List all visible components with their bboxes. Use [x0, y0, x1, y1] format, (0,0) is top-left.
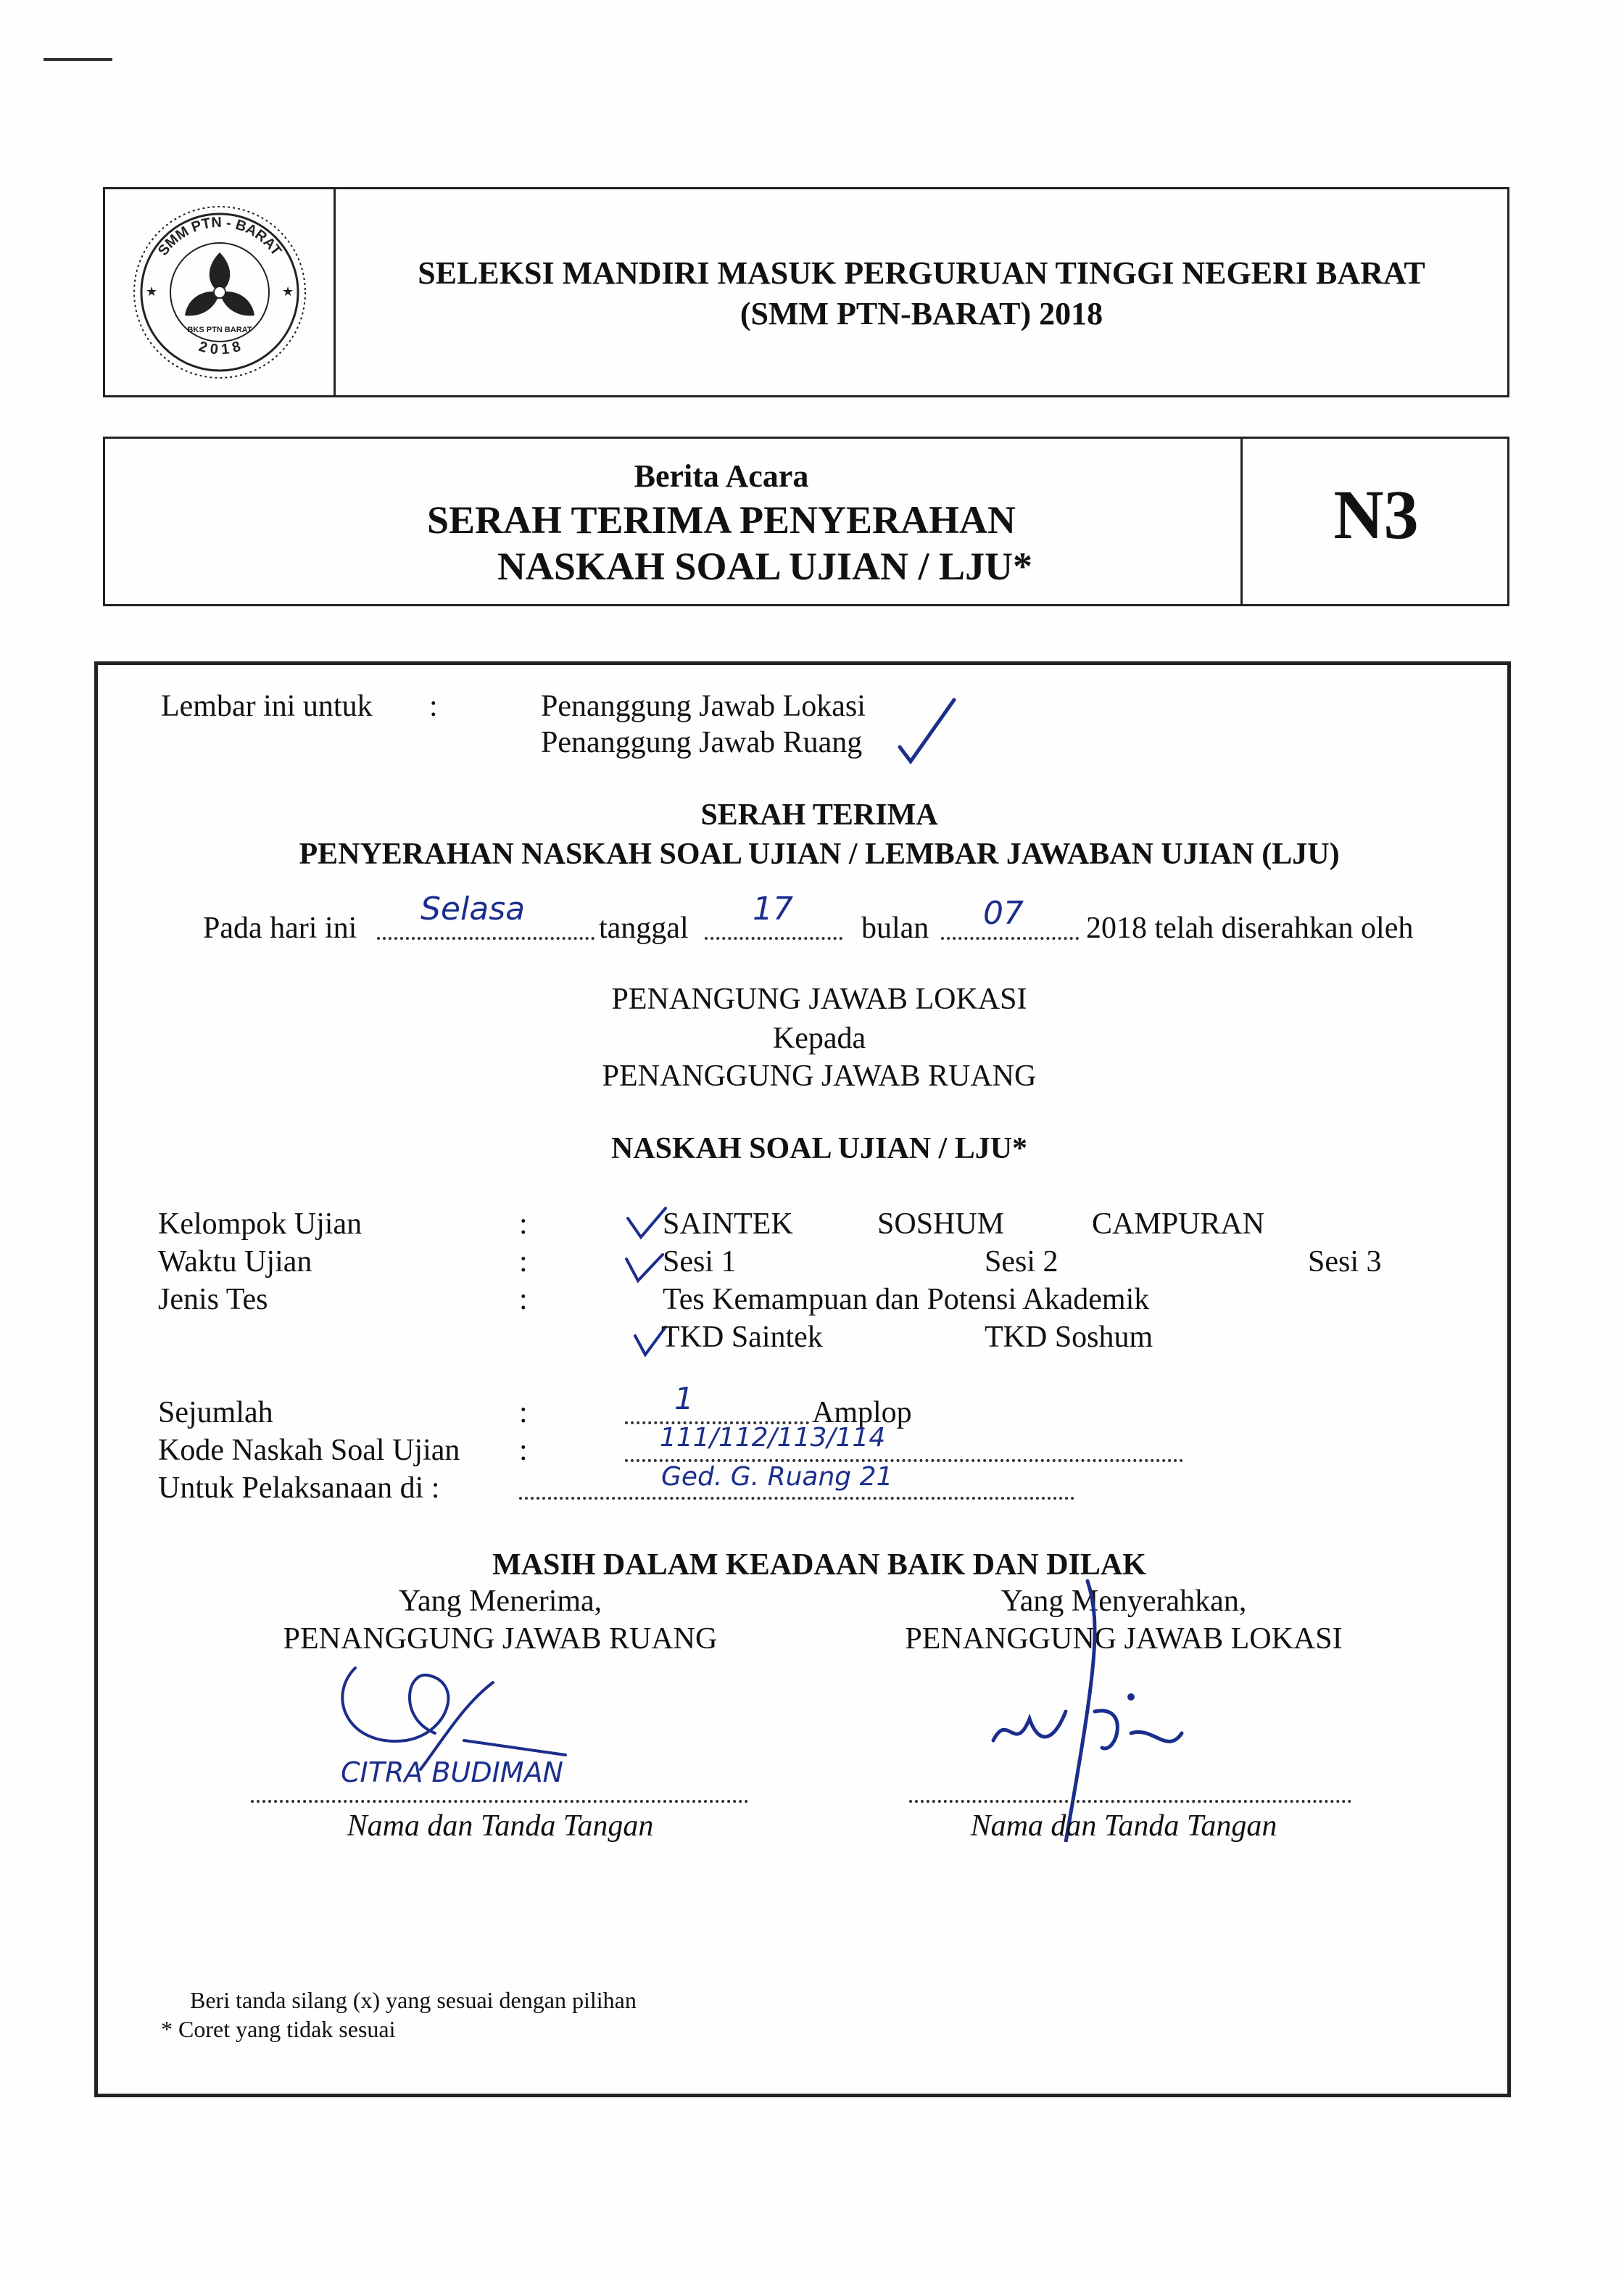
receiver-label: Yang Menerima,	[398, 1585, 602, 1618]
header-title-line2: (SMM PTN-BARAT) 2018	[740, 296, 1103, 331]
sender-dots	[909, 1800, 1351, 1803]
title-line1: Berita Acara	[634, 458, 809, 494]
heading-penyerahan: PENYERAHAN NASKAH SOAL UJIAN / LEMBAR JAWABAN UJIAN (LJU)	[299, 838, 1340, 871]
tanggal-value[interactable]: 17	[753, 891, 793, 928]
kelompok-option-saintek[interactable]: SAINTEK	[663, 1207, 793, 1241]
svg-text:SMM PTN - BARAT	[155, 215, 284, 259]
jenis-line1: Tes Kemampuan dan Potensi Akademik	[663, 1283, 1150, 1316]
sejumlah-value[interactable]: 1	[674, 1381, 694, 1416]
waktu-option-sesi1[interactable]: Sesi 1	[663, 1245, 737, 1279]
check-mark-icon	[896, 696, 961, 769]
hari-value[interactable]: Selasa	[420, 891, 526, 928]
status-text: MASIH DALAM KEADAAN BAIK DAN DILAK	[492, 1548, 1146, 1582]
waktu-option-sesi3[interactable]: Sesi 3	[1308, 1245, 1382, 1279]
receiver-name[interactable]: CITRA BUDIMAN	[341, 1756, 563, 1788]
logo-year: 2 0 1 8	[196, 338, 243, 358]
logo-ring-text: SMM PTN - BARAT	[154, 214, 285, 259]
kode-colon: :	[519, 1434, 528, 1467]
sejumlah-label: Sejumlah	[158, 1396, 273, 1429]
title-box	[103, 437, 1509, 606]
naskah-heading: NASKAH SOAL UJIAN / LJU*	[610, 1132, 1028, 1165]
title-line2: SERAH TERIMA PENYERAHAN	[426, 498, 1016, 542]
heading-serah-terima: SERAH TERIMA	[700, 798, 938, 832]
code-cell	[1240, 439, 1509, 604]
lembar-option-ruang: Penanggung Jawab Ruang	[541, 726, 863, 759]
svg-text:★: ★	[146, 284, 158, 299]
sender-label: Yang Menyerahkan,	[1000, 1585, 1247, 1618]
kelompok-option-campuran[interactable]: CAMPURAN	[1092, 1207, 1265, 1241]
kode-label: Kode Naskah Soal Ujian	[158, 1434, 460, 1467]
bulan-label: bulan	[861, 912, 929, 945]
sejumlah-colon: :	[519, 1396, 528, 1429]
kelompok-label: Kelompok Ujian	[158, 1207, 362, 1241]
seal-logo-icon	[125, 198, 314, 387]
title-line3: NASKAH SOAL UJIAN / LJU*	[497, 545, 1033, 588]
sender-role: PENANGGUNG JAWAB LOKASI	[905, 1622, 1343, 1656]
lembar-label: Lembar ini untuk	[161, 690, 373, 723]
title-text	[105, 456, 1338, 590]
header-title-line1: SELEKSI MANDIRI MASUK PERGURUAN TINGGI NEGERI BARAT	[418, 255, 1425, 291]
amplop-text: Amplop	[812, 1396, 912, 1429]
form-code: N3	[1333, 476, 1419, 553]
form-box	[94, 661, 1511, 2097]
header-box	[103, 187, 1509, 397]
lembar-colon: :	[429, 690, 438, 723]
logo-cell	[105, 189, 336, 395]
untuk-value[interactable]: Ged. G. Ruang 21	[661, 1462, 893, 1492]
header-title	[336, 253, 1507, 334]
kelompok-colon: :	[519, 1207, 528, 1241]
bulan-dots	[941, 937, 1079, 940]
sender-caption: Nama dan Tanda Tangan	[970, 1809, 1277, 1843]
bulan-value[interactable]: 07	[983, 895, 1024, 932]
check-mark-icon	[625, 1205, 668, 1242]
receiver-dots	[251, 1800, 748, 1803]
waktu-label: Waktu Ujian	[158, 1245, 312, 1279]
receiver-role: PENANGGUNG JAWAB RUANG	[283, 1622, 718, 1656]
note-cross: Beri tanda silang (x) yang sesuai dengan pilihan	[190, 1987, 637, 2013]
to-role: PENANGGUNG JAWAB RUANG	[602, 1060, 1037, 1093]
jenis-colon: :	[519, 1283, 528, 1316]
kepada-text: Kepada	[772, 1022, 866, 1055]
svg-text:★: ★	[282, 284, 294, 299]
untuk-label: Untuk Pelaksanaan di :	[158, 1471, 440, 1505]
hari-dots	[377, 937, 594, 940]
waktu-option-sesi2[interactable]: Sesi 2	[985, 1245, 1058, 1279]
kelompok-option-soshum[interactable]: SOSHUM	[877, 1207, 1005, 1241]
jenis-option-tkd-saintek[interactable]: TKD Saintek	[661, 1321, 823, 1354]
stray-mark	[44, 58, 112, 61]
jenis-label: Jenis Tes	[158, 1283, 268, 1316]
jenis-option-tkd-soshum[interactable]: TKD Soshum	[985, 1321, 1153, 1354]
waktu-colon: :	[519, 1245, 528, 1279]
untuk-dots	[519, 1497, 1074, 1500]
from-role: PENANGUNG JAWAB LOKASI	[611, 983, 1027, 1016]
note-coret: * Coret yang tidak sesuai	[161, 2016, 396, 2042]
kode-value[interactable]: 111/112/113/114	[660, 1423, 886, 1453]
tanggal-dots	[705, 937, 842, 940]
receiver-caption: Nama dan Tanda Tangan	[347, 1809, 654, 1843]
tanggal-label: tanggal	[599, 912, 689, 945]
lembar-option-lokasi: Penanggung Jawab Lokasi	[541, 690, 866, 723]
tail-text: 2018 telah diserahkan oleh	[1086, 912, 1414, 945]
logo-inner-text: BKS PTN BARAT	[187, 326, 252, 334]
pada-hari-label: Pada hari ini	[203, 912, 357, 945]
check-mark-icon	[624, 1249, 667, 1285]
